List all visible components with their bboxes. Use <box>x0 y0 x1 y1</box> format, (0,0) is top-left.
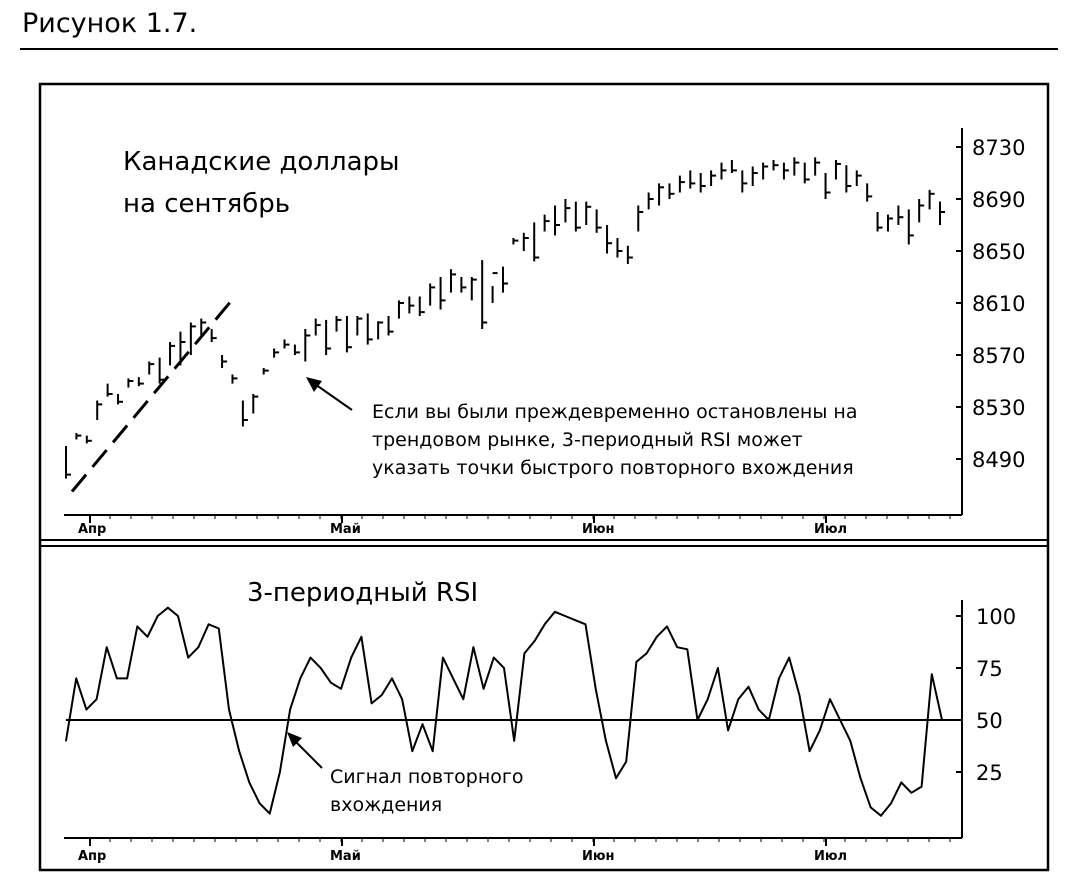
price-bar <box>565 199 570 222</box>
rsi-point <box>412 750 414 752</box>
rsi-point <box>462 698 464 700</box>
price-bar <box>722 163 727 180</box>
price-bar <box>357 316 362 336</box>
price-bar <box>909 209 914 244</box>
price-bar <box>815 157 820 175</box>
rsi-point <box>890 802 892 804</box>
price-bar <box>97 401 102 421</box>
rsi-point <box>534 640 536 642</box>
price-bar <box>149 362 154 375</box>
price-x-tick-label: Июл <box>814 522 848 537</box>
price-bar <box>878 212 883 232</box>
rsi-point <box>727 730 729 732</box>
rsi-point <box>737 698 739 700</box>
price-y-tick-label: 8490 <box>972 448 1026 472</box>
price-annotation-arrow <box>306 377 352 410</box>
price-bar <box>285 339 290 348</box>
price-bar <box>930 190 935 210</box>
rsi-point <box>228 709 230 711</box>
price-annotation-line-3: указать точки быстрого повторного вхождения <box>372 457 854 479</box>
rsi-point <box>707 698 709 700</box>
price-bar <box>243 401 248 427</box>
price-bar <box>794 157 799 175</box>
rsi-point <box>320 667 322 669</box>
price-bar <box>711 170 716 186</box>
price-bar <box>753 167 758 187</box>
price-y-tick-label: 8730 <box>972 136 1026 160</box>
price-bar <box>576 202 581 232</box>
rsi-point <box>371 703 373 705</box>
price-bar <box>690 170 695 188</box>
price-bar <box>420 297 425 317</box>
price-bar <box>534 222 539 261</box>
price-bar <box>441 277 446 310</box>
rsi-x-tick-label: Июл <box>814 849 848 864</box>
price-bar <box>732 160 737 173</box>
price-bar <box>659 183 664 205</box>
price-y-tick-label: 8570 <box>972 344 1026 368</box>
rsi-point <box>636 661 638 663</box>
rsi-point <box>361 636 363 638</box>
rsi-point <box>646 653 648 655</box>
rsi-point <box>921 786 923 788</box>
price-bar <box>524 233 529 251</box>
price-chart-title-line-2: на сентябрь <box>123 189 291 219</box>
rsi-point <box>75 678 77 680</box>
price-bar <box>493 273 498 303</box>
rsi-point <box>778 678 780 680</box>
rsi-point <box>116 678 118 680</box>
rsi-point <box>819 730 821 732</box>
rsi-point <box>442 657 444 659</box>
rsi-point <box>595 688 597 690</box>
rsi-point <box>289 709 291 711</box>
rsi-chart-title: 3-периодный RSI <box>247 578 479 608</box>
price-bar <box>774 160 779 170</box>
rsi-point <box>249 782 251 784</box>
price-bar <box>253 394 258 414</box>
rsi-point <box>483 688 485 690</box>
price-bar <box>66 446 71 479</box>
rsi-point <box>137 626 139 628</box>
price-bar <box>701 173 706 193</box>
rsi-annotation-arrow <box>287 732 322 768</box>
rsi-point <box>106 646 108 648</box>
price-annotation-line-2: трендовом рынке, 3-периодный RSI может <box>372 429 803 451</box>
rsi-point <box>503 667 505 669</box>
price-bar <box>326 320 331 355</box>
rsi-point <box>666 626 668 628</box>
price-bar <box>389 316 394 336</box>
rsi-y-tick-label: 75 <box>976 657 1003 681</box>
rsi-point <box>676 646 678 648</box>
rsi-point <box>238 750 240 752</box>
price-bar <box>545 215 550 232</box>
price-bar <box>669 183 674 199</box>
price-bar <box>857 170 862 186</box>
price-x-tick-label: Июн <box>582 522 615 537</box>
price-bar <box>919 199 924 222</box>
price-bar <box>461 277 466 293</box>
price-bar <box>170 342 175 365</box>
rsi-point <box>401 698 403 700</box>
rsi-point <box>65 740 67 742</box>
rsi-point <box>911 792 913 794</box>
price-y-tick-label: 8530 <box>972 396 1026 420</box>
rsi-point <box>564 615 566 617</box>
rsi-y-tick-label: 100 <box>976 605 1017 629</box>
rsi-point <box>748 686 750 688</box>
rsi-point <box>860 777 862 779</box>
price-bar <box>378 321 383 339</box>
price-bar <box>316 319 321 336</box>
price-bar <box>222 355 227 368</box>
trendline-dashed <box>72 300 232 491</box>
price-bar <box>305 329 310 362</box>
price-bar <box>826 173 831 199</box>
rsi-point <box>870 807 872 809</box>
rsi-point <box>850 740 852 742</box>
rsi-point <box>615 777 617 779</box>
rsi-point <box>829 698 831 700</box>
price-bar <box>451 269 456 292</box>
rsi-point <box>717 667 719 669</box>
rsi-point <box>340 688 342 690</box>
rsi-point <box>575 619 577 621</box>
price-bar <box>295 345 300 355</box>
price-bar <box>742 170 747 192</box>
rsi-x-tick-label: Май <box>330 849 361 864</box>
rsi-point <box>422 723 424 725</box>
price-bar <box>763 163 768 180</box>
rsi-point <box>625 761 627 763</box>
rsi-point <box>839 719 841 721</box>
price-bar <box>347 316 352 352</box>
price-y-tick-label: 8650 <box>972 240 1026 264</box>
rsi-point <box>86 709 88 711</box>
rsi-point <box>330 682 332 684</box>
price-bar <box>264 368 269 375</box>
price-bar <box>784 163 789 180</box>
rsi-point <box>554 611 556 613</box>
price-bar <box>513 238 518 245</box>
rsi-x-tick-label: Апр <box>78 849 107 864</box>
rsi-point <box>259 802 261 804</box>
price-x-tick-label: Апр <box>78 522 107 537</box>
price-bar <box>898 206 903 226</box>
rsi-point <box>269 813 271 815</box>
rsi-point <box>198 646 200 648</box>
price-chart-title-line-1: Канадские доллары <box>123 147 400 177</box>
price-bar <box>430 284 435 306</box>
rsi-point <box>524 653 526 655</box>
price-bar <box>503 267 508 293</box>
rsi-point <box>493 657 495 659</box>
price-bar <box>472 277 477 300</box>
rsi-point <box>452 678 454 680</box>
price-bar <box>128 378 133 387</box>
rsi-point <box>605 740 607 742</box>
rsi-point <box>218 628 220 630</box>
figure-caption: Рисунок 1.7. <box>22 8 198 39</box>
price-bar <box>867 183 872 201</box>
rsi-point <box>350 657 352 659</box>
rsi-point <box>147 636 149 638</box>
price-bar <box>940 202 945 225</box>
price-bar <box>76 433 81 440</box>
rsi-point <box>900 782 902 784</box>
rsi-point <box>768 719 770 721</box>
price-y-tick-label: 8610 <box>972 292 1026 316</box>
rsi-point <box>473 646 475 648</box>
rsi-y-tick-label: 25 <box>976 761 1003 785</box>
rsi-point <box>96 698 98 700</box>
rsi-point <box>391 678 393 680</box>
rsi-point <box>788 657 790 659</box>
rsi-point <box>299 678 301 680</box>
rsi-point <box>931 673 933 675</box>
price-bar <box>597 209 602 232</box>
rsi-point <box>126 678 128 680</box>
price-bar <box>337 316 342 332</box>
price-bar <box>274 349 279 358</box>
rsi-point <box>381 694 383 696</box>
price-bar <box>212 329 217 342</box>
price-bar <box>586 202 591 225</box>
rsi-point <box>513 740 515 742</box>
rsi-point <box>310 657 312 659</box>
price-bar <box>399 300 404 318</box>
price-bar <box>191 323 196 356</box>
price-bar <box>638 206 643 232</box>
rsi-point <box>167 607 169 609</box>
rsi-point <box>687 648 689 650</box>
rsi-point <box>880 815 882 817</box>
price-bar <box>617 238 622 258</box>
rsi-point <box>585 624 587 626</box>
rsi-panel <box>64 600 1016 864</box>
rsi-point <box>799 694 801 696</box>
rsi-point <box>758 709 760 711</box>
price-bar <box>482 260 487 329</box>
rsi-point <box>187 657 189 659</box>
rsi-point <box>432 750 434 752</box>
price-x-tick-label: Май <box>330 522 361 537</box>
rsi-annotation-line-2: вхождения <box>330 794 443 816</box>
price-bar <box>680 176 685 193</box>
price-bar <box>118 394 123 404</box>
rsi-x-tick-label: Июн <box>582 849 615 864</box>
rsi-point <box>279 771 281 773</box>
rsi-point <box>656 636 658 638</box>
price-bar <box>805 163 810 184</box>
rsi-point <box>177 615 179 617</box>
price-y-tick-label: 8690 <box>972 188 1026 212</box>
price-bar <box>836 160 841 180</box>
rsi-point <box>157 615 159 617</box>
rsi-point <box>697 719 699 721</box>
price-annotation-line-1: Если вы были преждевременно остановлены на <box>372 401 858 423</box>
rsi-point <box>809 750 811 752</box>
price-bar <box>87 436 92 444</box>
price-bar <box>232 375 237 384</box>
price-bar <box>139 377 144 386</box>
rsi-annotation-line-1: Сигнал повторного <box>330 766 524 788</box>
rsi-point <box>941 719 943 721</box>
rsi-y-tick-label: 50 <box>976 709 1003 733</box>
price-bar <box>649 193 654 210</box>
rsi-point <box>544 624 546 626</box>
price-bar <box>628 246 633 264</box>
price-bar <box>368 313 373 344</box>
price-bar <box>555 206 560 236</box>
rsi-point <box>208 624 210 626</box>
price-bar <box>888 215 893 232</box>
price-bar <box>409 297 414 314</box>
price-bar <box>846 165 851 192</box>
price-bar <box>108 384 113 397</box>
price-bar <box>607 225 612 254</box>
